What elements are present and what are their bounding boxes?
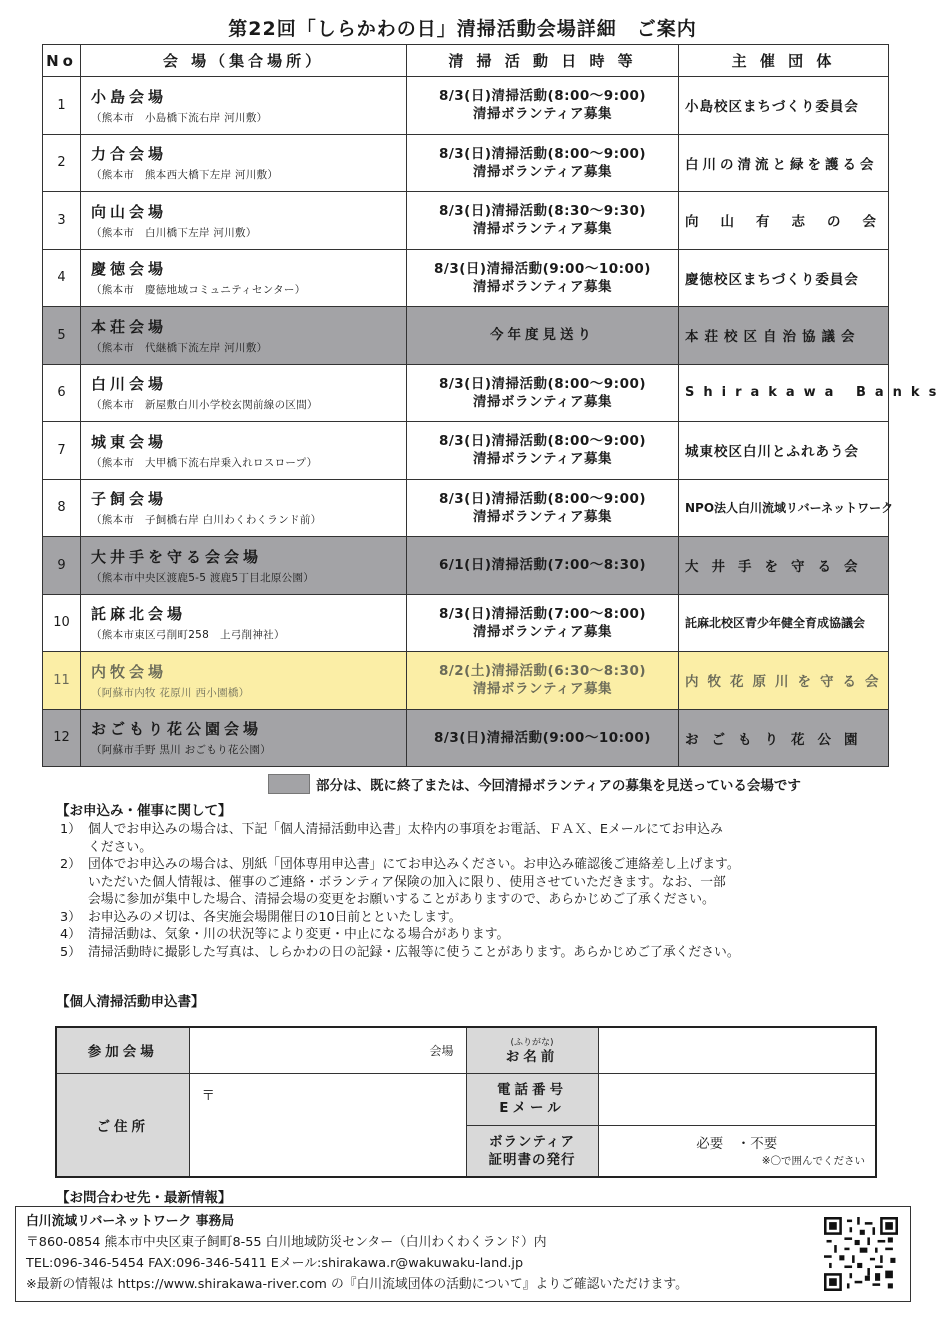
venue-name: 城東会場: [91, 432, 168, 451]
row-venue: [81, 307, 407, 365]
note-line: いただいた個人情報は、催事のご連絡・ボランティア保険の加入に限り、使用させていただきます。なお、一部: [88, 874, 726, 890]
date-line: 6/1(日)清掃活動(7:00～8:30): [438, 557, 647, 574]
volunteer-options[interactable]: 必要 ・不要: [696, 1135, 778, 1152]
date-line: 8/3(日)清掃活動(8:00～9:00): [438, 433, 647, 450]
volunteer-field[interactable]: [598, 1125, 876, 1177]
table-row: [43, 192, 889, 250]
row-venue: [81, 479, 407, 537]
row-no: 1: [43, 77, 81, 135]
row-date: [407, 537, 679, 595]
contact-tel[interactable]: TEL:096-346-5454 FAX:096-346-5411 Eメール:shirakawa.r@wakuwaku-land.jp: [26, 1256, 524, 1271]
date-note: 清掃ボランティア募集: [473, 393, 612, 410]
date-line: 今年度見送り: [490, 327, 595, 344]
postal-mark: 〒: [201, 1087, 215, 1104]
row-date: [407, 479, 679, 537]
phone-label: 電話番号: [497, 1082, 567, 1098]
row-date: [407, 422, 679, 480]
table-row: [43, 537, 889, 595]
row-no: 8: [43, 479, 81, 537]
row-organizer: 本荘校区自治協議会: [679, 307, 889, 365]
note-line: 清掃活動は、気象・川の状況等により変更・中止になる場合があります。: [88, 927, 510, 942]
venue-address: （阿蘇市手野 黒川 おごもり花公園）: [91, 744, 272, 757]
header-no: No: [43, 45, 81, 77]
row-organizer: NPO法人白川流域リバーネットワーク: [679, 479, 889, 537]
note-line: お申込みのメ切は、各実施会場開催日の10日前とといたします。: [88, 909, 462, 925]
header-organizer: 主 催 団 体: [679, 45, 889, 77]
row-no: 4: [43, 249, 81, 307]
venue-address: （熊本市東区弓削町258 上弓削神社）: [91, 629, 285, 642]
row-date: [407, 364, 679, 422]
name-field[interactable]: [598, 1027, 876, 1073]
venue-field[interactable]: [189, 1027, 466, 1073]
venue-name: 力合会場: [91, 145, 168, 164]
header-venue: 会 場（集合場所）: [81, 45, 407, 77]
table-row: [43, 364, 889, 422]
row-organizer: おごもり花公園: [679, 709, 889, 767]
qr-code-icon[interactable]: [824, 1217, 898, 1291]
row-organizer: 慶徳校区まちづくり委員会: [679, 249, 889, 307]
row-no: 11: [43, 652, 81, 710]
contact-label: [466, 1073, 598, 1125]
row-organizer: Shirakawa Banks: [679, 364, 889, 422]
row-venue: [81, 134, 407, 192]
table-row: [43, 307, 889, 365]
note-line: ください。: [88, 839, 152, 855]
row-no: 12: [43, 709, 81, 767]
name-label-text: お名前: [505, 1049, 559, 1066]
contact-org: 白川流域リバーネットワーク 事務局: [26, 1214, 235, 1229]
table-row: [43, 594, 889, 652]
legend-text: 部分は、既に終了または、今回清掃ボランティアの募集を見送っている会場です: [316, 778, 801, 794]
date-line: 8/3(日)清掃活動(8:30～9:30): [438, 203, 647, 220]
date-note: 清掃ボランティア募集: [473, 681, 612, 698]
venue-address: （熊本市 熊本西大橋下左岸 河川敷）: [91, 169, 279, 182]
note-line: 会場に参加が集中した場合、清掃会場の変更をお願いすることがありますので、あらかじめご了承ください。: [88, 892, 715, 907]
phone-email-field[interactable]: [598, 1073, 876, 1125]
venue-name: 大井手を守る会会場: [91, 547, 263, 566]
venue-address: （熊本市中央区渡鹿5-5 渡鹿5丁目北原公園）: [91, 571, 315, 584]
venue-address: （熊本市 新屋敷白川小学校玄関前線の区間）: [91, 399, 318, 412]
row-no: 5: [43, 307, 81, 365]
legend: [268, 774, 801, 794]
notes-list: [60, 821, 900, 961]
venue-name: 小島会場: [91, 87, 168, 106]
venue-address: （阿蘇市内牧 花原川 西小園橋）: [91, 686, 250, 699]
venue-name: 内牧会場: [91, 662, 168, 681]
note-line: 清掃活動時に撮影した写真は、しらかわの日の記録・広報等に使うことがあります。あらかじめご了承ください。: [88, 944, 740, 960]
date-line: 8/3(日)清掃活動(8:00～9:00): [438, 375, 647, 392]
row-organizer: 託麻北校区青少年健全育成協議会: [679, 594, 889, 652]
row-no: 3: [43, 192, 81, 250]
row-date: [407, 652, 679, 710]
venue-suffix: 会場: [429, 1043, 454, 1058]
note-line: 団体でお申込みの場合は、別紙「団体専用申込書」にてお申込みください。お申込み確認後ご連絡差し上げます。: [88, 857, 740, 872]
venue-address: （熊本市 白川橋下左岸 河川敷）: [91, 226, 257, 239]
note-item: [60, 821, 900, 856]
date-line: 8/3(日)清掃活動(8:00～9:00): [438, 88, 647, 105]
volunteer-label: [466, 1125, 598, 1177]
row-venue: [81, 77, 407, 135]
venue-name: おごもり花公園会場: [91, 720, 263, 739]
date-line: 8/3(日)清掃活動(7:00～8:00): [438, 605, 647, 622]
date-note: 清掃ボランティア募集: [473, 163, 612, 180]
venue-address: （熊本市 大甲橋下流右岸乗入れロスロープ）: [91, 456, 318, 469]
venue-name: 慶徳会場: [91, 260, 168, 279]
legend-swatch: [268, 774, 310, 794]
row-date: [407, 249, 679, 307]
date-note: 清掃ボランティア募集: [473, 508, 612, 525]
date-line: 8/3(日)清掃活動(9:00～10:00): [434, 729, 651, 746]
row-venue: [81, 364, 407, 422]
volunteer-note: ※〇で囲んでください: [761, 1154, 865, 1167]
date-line: 8/3(日)清掃活動(8:00～9:00): [438, 490, 647, 507]
row-no: 9: [43, 537, 81, 595]
row-organizer: 城東校区白川とふれあう会: [679, 422, 889, 480]
row-organizer: 大井手を守る会: [679, 537, 889, 595]
note-item: [60, 926, 900, 944]
row-date: [407, 709, 679, 767]
venue-name: 白川会場: [91, 375, 168, 394]
venue-name: 本荘会場: [91, 317, 168, 336]
row-venue: [81, 537, 407, 595]
date-note: 清掃ボランティア募集: [473, 221, 612, 238]
row-no: 7: [43, 422, 81, 480]
header-date: 清 掃 活 動 日 時 等: [407, 45, 679, 77]
table-row: [43, 249, 889, 307]
row-venue: [81, 192, 407, 250]
date-line: 8/3(日)清掃活動(8:00～9:00): [438, 145, 647, 162]
row-organizer: 小島校区まちづくり委員会: [679, 77, 889, 135]
row-no: 10: [43, 594, 81, 652]
row-no: 2: [43, 134, 81, 192]
note-item: [60, 856, 900, 909]
contact-box: [15, 1206, 911, 1302]
date-note: 清掃ボランティア募集: [473, 451, 612, 468]
venue-name: 向山会場: [91, 202, 168, 221]
note-item: [60, 909, 900, 927]
contact-address: 〒860-0854 熊本市中央区東子飼町8-55 白川地域防災センター（白川わくわくランド）内: [26, 1235, 547, 1250]
table-row: [43, 422, 889, 480]
row-date: [407, 192, 679, 250]
contact-web[interactable]: ※最新の情報は https://www.shirakawa-river.com の『白川流域団体の活動について』よりご確認いただけます。: [26, 1277, 688, 1292]
row-organizer: 白川の清流と緑を護る会: [679, 134, 889, 192]
volunteer-label-1: ボランティア: [489, 1133, 575, 1150]
venue-address: （熊本市 小島橋下流右岸 河川敷）: [91, 111, 268, 124]
contact-heading: 【お問合わせ先・最新情報】: [56, 1190, 232, 1206]
row-venue: [81, 709, 407, 767]
row-venue: [81, 652, 407, 710]
table-row: [43, 709, 889, 767]
notes-heading: 【お申込み・催事に関して】: [56, 803, 232, 819]
page-title: 第22回「しらかわの日」清掃活動会場詳細 ご案内: [228, 18, 697, 40]
note-number: 4）: [60, 927, 81, 942]
note-number: 1）: [60, 822, 81, 837]
table-header: [43, 45, 889, 77]
volunteer-label-2: 証明書の発行: [488, 1151, 576, 1168]
date-line: 8/3(日)清掃活動(9:00～10:00): [434, 260, 651, 277]
note-item: [60, 944, 900, 962]
note-number: 2）: [60, 857, 81, 872]
furigana-label: (ふりがな): [510, 1038, 554, 1049]
address-label: ご住所: [56, 1073, 189, 1177]
row-venue: [81, 594, 407, 652]
note-line: 個人でお申込みの場合は、下記「個人清掃活動申込書」太枠内の事項をお電話、ＦＡＸ、Eメールにてお申込み: [88, 822, 723, 837]
name-label: [466, 1027, 598, 1073]
venue-address: （熊本市 慶徳地域コミュニティセンター）: [91, 284, 306, 297]
address-field[interactable]: [189, 1073, 466, 1177]
table-row: [43, 134, 889, 192]
row-no: 6: [43, 364, 81, 422]
venue-address: （熊本市 代継橋下流左岸 河川敷）: [91, 341, 268, 354]
note-number: 5）: [60, 944, 81, 960]
table-row: [43, 77, 889, 135]
venue-label: 参加会場: [56, 1027, 189, 1073]
date-note: 清掃ボランティア募集: [473, 106, 612, 123]
row-venue: [81, 249, 407, 307]
venue-name: 託麻北会場: [91, 605, 187, 624]
row-venue: [81, 422, 407, 480]
date-note: 清掃ボランティア募集: [473, 623, 612, 640]
form-heading: 【個人清掃活動申込書】: [56, 994, 205, 1010]
row-date: [407, 307, 679, 365]
venue-table: [42, 44, 945, 767]
email-label: Eメール: [499, 1100, 565, 1116]
row-date: [407, 594, 679, 652]
row-organizer: 内牧花原川を守る会: [679, 652, 889, 710]
date-line: 8/2(土)清掃活動(6:30～8:30): [438, 663, 647, 680]
row-date: [407, 77, 679, 135]
note-number: 3）: [60, 909, 81, 925]
row-organizer: 向山有志の会: [679, 192, 889, 250]
date-note: 清掃ボランティア募集: [473, 278, 612, 295]
table-row: [43, 479, 889, 537]
row-date: [407, 134, 679, 192]
table-row: [43, 652, 889, 710]
venue-address: （熊本市 子飼橋右岸 白川わくわくランド前）: [91, 514, 322, 527]
venue-name: 子飼会場: [91, 490, 168, 509]
application-form: [55, 1026, 877, 1178]
